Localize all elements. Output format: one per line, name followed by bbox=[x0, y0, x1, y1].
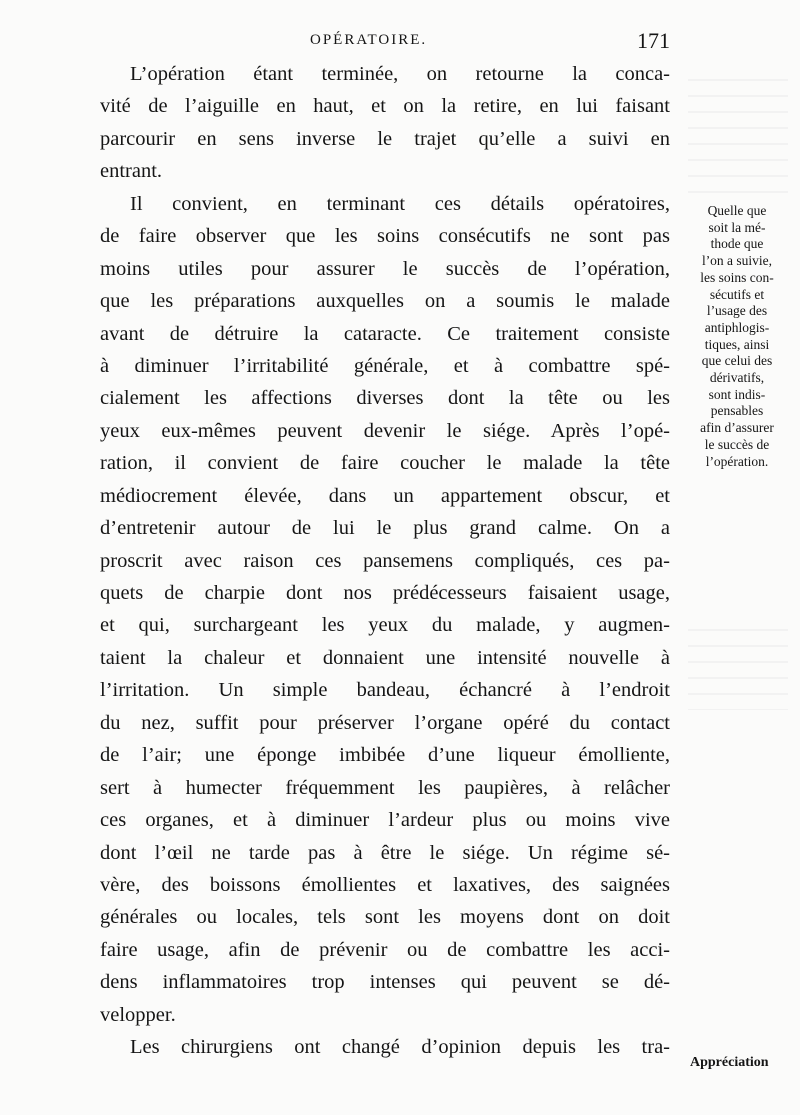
margin-note-line: thode que bbox=[710, 236, 764, 252]
text-line: vère, des boissons émollientes et laxatives, des saignées bbox=[100, 873, 670, 896]
margin-note bbox=[676, 203, 798, 470]
text-line: de faire observer que les soins consécutifs ne sont pas bbox=[100, 225, 670, 248]
text-line: dont l’œil ne tarde pas à être le siége. Un régime sé- bbox=[100, 841, 670, 864]
text-line: vité de l’aiguille en haut, et on la retire, en lui faisant bbox=[100, 95, 670, 118]
show-through-decoration bbox=[688, 70, 788, 200]
text-line: avant de détruire la cataracte. Ce traitement consiste bbox=[100, 322, 670, 345]
text-line: à diminuer l’irritabilité générale, et à combattre spé- bbox=[100, 354, 670, 377]
margin-note-line: dérivatifs, bbox=[709, 370, 765, 386]
text-line: l’irritation. Un simple bandeau, échancré à l’endroit bbox=[100, 679, 670, 702]
running-head bbox=[100, 28, 670, 56]
text-line: sert à humecter fréquemment les paupières, à relâcher bbox=[100, 776, 670, 799]
text-line: ration, il convient de faire coucher le malade la tête bbox=[100, 452, 670, 475]
margin-note-line: pensables bbox=[710, 403, 764, 419]
body-text bbox=[100, 58, 670, 1064]
text-line: taient la chaleur et donnaient une intensité nouvelle à bbox=[100, 646, 670, 669]
margin-note-line: tiques, ainsi bbox=[704, 336, 770, 352]
text-line: Les chirurgiens ont changé d’opinion depuis les tra- bbox=[130, 1036, 670, 1059]
margin-note-line: soit la mé- bbox=[708, 219, 766, 235]
text-line: cialement les affections diverses dont la tête ou les bbox=[100, 387, 670, 410]
text-line: que les préparations auxquelles on a soumis le malade bbox=[100, 290, 670, 313]
text-line: proscrit avec raison ces pansemens compliqués, ces pa- bbox=[100, 549, 670, 572]
text-line: médiocrement élevée, dans un appartement obscur, et bbox=[100, 484, 670, 507]
text-line: et qui, surchargeant les yeux du malade, y augmen- bbox=[100, 614, 670, 637]
text-line: Il convient, en terminant ces détails opératoires, bbox=[130, 192, 670, 215]
show-through-decoration bbox=[688, 620, 788, 710]
margin-note-line: afin d’assurer bbox=[700, 420, 774, 436]
margin-note-line: les soins con- bbox=[700, 269, 774, 285]
text-line: entrant. bbox=[100, 160, 163, 183]
margin-note-line: le succès de bbox=[704, 436, 770, 452]
text-line: L’opération étant terminée, on retourne la conca- bbox=[130, 63, 670, 85]
text-line: générales ou locales, tels sont les moyens dont on doit bbox=[100, 906, 670, 929]
text-line: faire usage, afin de prévenir ou de combattre les acci- bbox=[100, 938, 670, 961]
margin-note-line: l’usage des bbox=[706, 303, 768, 319]
running-head-title: OPÉRATOIRE. bbox=[310, 32, 428, 48]
margin-note-appreciation: Appréciation bbox=[690, 1055, 769, 1070]
text-line: quets de charpie dont nos prédécesseurs faisaient usage, bbox=[100, 582, 670, 604]
margin-note-line: sécutifs et bbox=[709, 286, 765, 302]
text-line: de l’air; une éponge imbibée d’une liqueur émolliente, bbox=[100, 744, 670, 767]
page-number: 171 bbox=[637, 28, 670, 53]
margin-note-line: Quelle que bbox=[707, 203, 767, 218]
margin-note-line: antiphlogis- bbox=[704, 319, 770, 335]
text-line: yeux eux-mêmes peuvent devenir le siége. Après l’opé- bbox=[100, 419, 670, 442]
text-line: d’entretenir autour de lui le plus grand calme. On a bbox=[100, 517, 670, 540]
margin-note-line: que celui des bbox=[701, 353, 773, 369]
text-line: velopper. bbox=[100, 1003, 176, 1026]
text-line: parcourir en sens inverse le trajet qu’elle a suivi en bbox=[100, 127, 670, 150]
text-line: moins utiles pour assurer le succès de l’opération, bbox=[100, 257, 670, 280]
text-line: ces organes, et à diminuer l’ardeur plus ou moins vive bbox=[100, 809, 670, 832]
text-line: du nez, suffit pour préserver l’organe opéré du contact bbox=[100, 711, 670, 734]
margin-note-line: sont indis- bbox=[708, 386, 766, 402]
margin-note-line: l’on a suivie, bbox=[701, 253, 773, 269]
margin-note-line: l’opération. bbox=[705, 453, 769, 469]
text-line: dens inflammatoires trop intenses qui peuvent se dé- bbox=[100, 971, 670, 994]
